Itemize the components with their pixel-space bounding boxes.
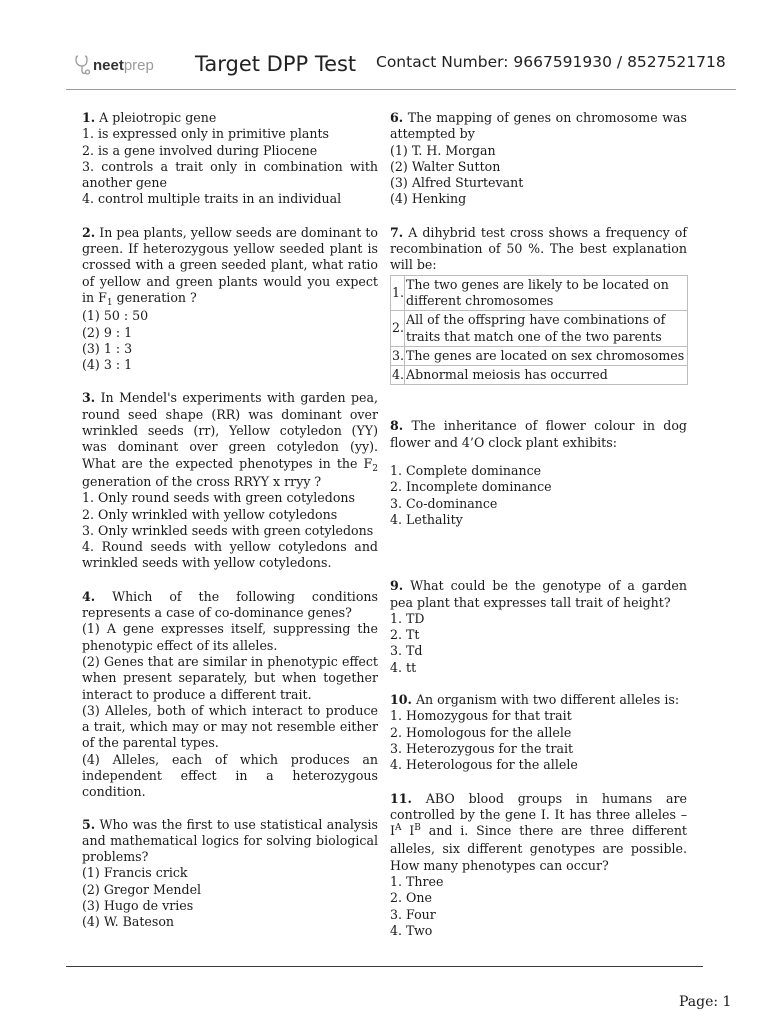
option: (4) Henking	[390, 191, 467, 207]
question-stem	[82, 225, 378, 308]
option: 1. Three	[390, 873, 444, 889]
option: (2) Walter Sutton	[390, 158, 501, 174]
logo-prep-text: prep	[123, 56, 154, 74]
question-stem	[390, 692, 687, 708]
options-table	[390, 275, 688, 386]
option: (3) Alfred Sturtevant	[390, 175, 524, 191]
option: 2. Tt	[390, 627, 420, 643]
question-number: 6.	[390, 110, 404, 125]
question-10	[390, 692, 687, 773]
option: (4) W. Bateson	[82, 914, 175, 930]
option-text: All of the offspring have combinations of traits that match one of the two parents	[405, 311, 688, 347]
option-text: The genes are located on sex chromosomes	[405, 346, 688, 365]
option: 3. Co-dominance	[390, 495, 498, 511]
superscript: B	[414, 823, 421, 834]
page-title: Target DPP Test	[195, 52, 357, 76]
question-text: Which of the following conditions represents a case of co-dominance genes?	[82, 588, 378, 621]
option: 1. Complete dominance	[390, 463, 542, 479]
option: 3. Only wrinkled seeds with green cotyledons	[82, 522, 374, 538]
option: (2) Genes that are similar in phenotypic effect when present separately, but when together interact to produce a different trait.	[82, 653, 378, 702]
option-number: 4.	[391, 366, 405, 385]
option: (3) Hugo de vries	[82, 898, 194, 914]
question-5	[82, 817, 378, 931]
option: 3. controls a trait only in combination with another gene	[82, 158, 378, 191]
question-7	[390, 225, 687, 386]
question-stem	[82, 390, 378, 490]
superscript: A	[394, 823, 402, 834]
table-row	[391, 346, 688, 365]
question-stem	[390, 791, 687, 874]
question-text: Who was the first to use statistical analysis and mathematical logics for solving biological problems?	[82, 816, 378, 865]
question-stem	[390, 418, 687, 451]
question-text: What could be the genotype of a garden pea plant that expresses tall trait of height?	[390, 578, 687, 610]
question-text: An organism with two different alleles is:	[415, 692, 680, 708]
question-stem	[390, 578, 687, 611]
option: (3) 1 : 3	[82, 340, 133, 356]
question-text: generation of the cross RRYY x rryy ?	[82, 473, 322, 489]
question-text: generation ?	[116, 289, 197, 305]
option-number: 3.	[391, 346, 405, 365]
question-number: 11.	[390, 790, 412, 806]
option: (1) A gene expresses itself, suppressing the phenotypic effect of its alleles.	[82, 621, 378, 653]
right-column	[390, 110, 687, 939]
question-9	[390, 578, 687, 676]
question-stem	[82, 589, 378, 622]
option: 2. Homologous for the allele	[390, 724, 572, 740]
option: 2. is a gene involved during Pliocene	[82, 142, 318, 158]
question-stem	[82, 110, 378, 126]
option: (1) Francis crick	[82, 865, 188, 881]
option: 4. Two	[390, 922, 433, 938]
contact-number: Contact Number: 9667591930 / 8527521718	[376, 53, 726, 71]
question-number: 5.	[82, 816, 96, 832]
question-number: 8.	[390, 418, 404, 434]
question-text: and i. Since there are three different alleles, six different genotypes are possible. How many phenotypes can occur?	[390, 823, 687, 873]
question-number: 9.	[390, 578, 404, 594]
question-text: In pea plants, yellow seeds are dominant to green. If heterozygous yellow seeded plant is crossed with a green seeded plant, what ratio of yellow and green plants would you expect in F	[82, 224, 378, 305]
question-text: The inheritance of flower colour in dog flower and 4’O clock plant exhibits:	[390, 418, 687, 450]
subscript: 2	[372, 463, 378, 474]
option: (1) 50 : 50	[82, 308, 149, 324]
question-1	[82, 110, 378, 208]
option: (2) 9 : 1	[82, 324, 133, 340]
question-stem	[390, 110, 687, 143]
question-3	[82, 390, 378, 571]
question-number: 10.	[390, 692, 412, 708]
question-number: 1.	[82, 110, 96, 125]
question-text: The mapping of genes on chromosome was attempted by	[390, 110, 687, 142]
option: 1. is expressed only in primitive plants	[82, 126, 329, 142]
option-text: The two genes are likely to be located on different chromosomes	[405, 275, 688, 311]
option: (1) T. H. Morgan	[390, 142, 496, 158]
option: 1. Only round seeds with green cotyledons	[82, 490, 355, 506]
question-text: A dihybrid test cross shows a frequency of recombination of 50 %. The best explanation will be:	[390, 224, 687, 273]
question-number: 2.	[82, 224, 96, 240]
question-6	[390, 110, 687, 208]
option: (2) Gregor Mendel	[82, 881, 202, 897]
question-text: ABO blood groups in humans are controlled by the gene I. It has three alleles – I	[390, 790, 687, 839]
left-column	[82, 110, 378, 931]
option: 4. tt	[390, 659, 417, 675]
option: 3. Four	[390, 906, 436, 922]
option: 4. Heterologous for the allele	[390, 757, 578, 773]
question-number: 4.	[82, 588, 96, 604]
question-text: In Mendel's experiments with garden pea, round seed shape (RR) was dominant over wrinkled seeds (rr), Yellow cotyledon (YY) was dominant over green cotyledon (yy). What are the expected phenotypes in the F	[82, 390, 378, 471]
table-row	[391, 311, 688, 347]
option: 1. TD	[390, 610, 425, 626]
footer-divider	[66, 966, 703, 967]
option: 4. control multiple traits in an individual	[82, 191, 342, 207]
option: (4) Alleles, each of which produces an independent effect in a heterozygous condition.	[82, 751, 378, 800]
option: 4. Round seeds with yellow cotyledons and wrinkled seeds with yellow cotyledons.	[82, 539, 378, 571]
question-stem	[390, 225, 687, 274]
stethoscope-icon	[74, 54, 92, 76]
question-2	[82, 225, 378, 374]
option: 4. Lethality	[390, 511, 463, 527]
option: 2. Incomplete dominance	[390, 479, 552, 495]
option: 2. Only wrinkled with yellow cotyledons	[82, 506, 338, 522]
header-divider	[66, 89, 736, 90]
option: 1. Homozygous for that trait	[390, 708, 572, 724]
subscript: 1	[106, 297, 113, 308]
neetprep-logo	[74, 54, 154, 76]
question-11	[390, 791, 687, 940]
question-4	[82, 589, 378, 801]
option: (4) 3 : 1	[82, 357, 133, 373]
question-number: 3.	[82, 390, 96, 406]
option-number: 2.	[391, 311, 405, 347]
option: 3. Heterozygous for the trait	[390, 740, 574, 756]
question-number: 7.	[390, 224, 404, 240]
option: 3. Td	[390, 643, 423, 659]
question-text: I	[401, 823, 415, 839]
option: 2. One	[390, 890, 432, 906]
logo-neet-text: neet	[93, 56, 124, 74]
option-number: 1.	[391, 275, 405, 311]
page-number: Page: 1	[679, 994, 732, 1010]
question-stem	[82, 817, 378, 866]
option-text: Abnormal meiosis has occurred	[405, 366, 688, 385]
question-text: A pleiotropic gene	[99, 110, 217, 125]
page-header	[0, 0, 768, 92]
table-row	[391, 275, 688, 311]
table-row	[391, 366, 688, 385]
question-8	[390, 418, 687, 528]
option: (3) Alleles, both of which interact to produce a trait, which may or may not resemble either of the parental types.	[82, 702, 378, 751]
